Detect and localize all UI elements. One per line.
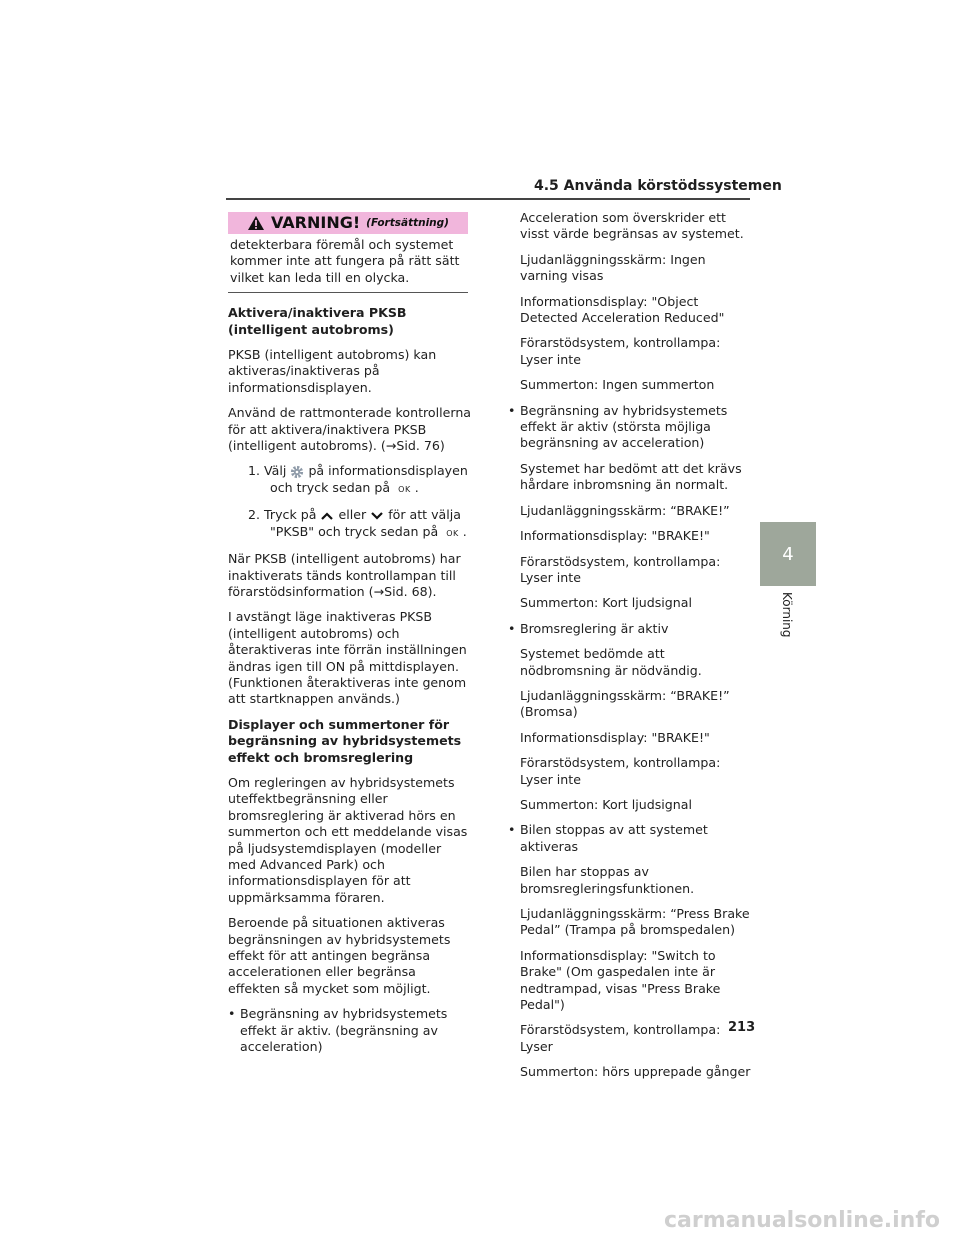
sub-line: Förarstödsystem, kontrollampa: Lyser inte <box>520 755 721 787</box>
sub-line: Informationsdisplay: "Switch to Brake" (Om gaspedalen inte är nedtrampad, visas "Press Brake Pedal") <box>520 947 721 1013</box>
paragraph: När PKSB (intelligent autobroms) har inaktiverats tänds kontrollampan till förarstödsinformation (→Sid. 68). <box>228 551 461 599</box>
sub-line: Summerton: hörs upprepade gånger <box>520 1064 751 1080</box>
warning-subtitle: (Fortsättning) <box>366 216 449 229</box>
sub-line: Ljudanläggningsskärm: “BRAKE!” <box>520 502 730 518</box>
paragraph: PKSB (intelligent autobroms) kan aktiveras/inaktiveras på informationsdisplayen. <box>228 347 437 395</box>
sub-line: Systemet har bedömt att det krävs hårdare inbromsning än normalt. <box>520 460 742 493</box>
sub-line: Förarstödsystem, kontrollampa: Lyser <box>520 1022 721 1054</box>
step-text: på informationsdisplayen och tryck sedan på <box>270 463 468 495</box>
gear-icon <box>290 465 304 479</box>
warning-triangle-icon <box>247 215 265 231</box>
paragraph: I avstängt läge inaktiveras PKSB (intelligent autobroms) och återaktiveras inte förrän inställningen ändras igen till ON på mittdisplayen. (Funktionen återaktiveras inte genom att startknappen används.) <box>228 609 467 707</box>
bullet-item: • Bilen stoppas av att systemet aktiveras <box>508 822 752 855</box>
header-rule <box>226 198 750 200</box>
warning-body: detekterbara föremål och systemet kommer inte att fungera på rätt sätt vilket kan leda till en olycka. <box>228 234 468 293</box>
step-text: . <box>414 479 419 495</box>
paragraph: Om regleringen av hybridsystemets uteffektbegränsning eller bromsreglering är aktiverad hörs en summerton och ett meddelande visas på ljudsystemdisplayen (modeller med Advanced Park) och informationsdisplayen för att uppmärksamma föraren. <box>228 774 468 905</box>
sub-line: Förarstödsystem, kontrollampa: Lyser inte <box>520 553 721 585</box>
sub-line: Bilen har stoppas av bromsregleringsfunktionen. <box>520 864 695 896</box>
step-1 <box>228 463 472 498</box>
sub-line: Förarstödsystem, kontrollampa: Lyser inte <box>520 335 721 367</box>
section-header: 4.5 Använda körstödssystemen <box>534 178 782 194</box>
sub-line: Acceleration som överskrider ett visst värde begränsas av systemet. <box>520 210 744 242</box>
watermark: carmanualsonline.info <box>664 1208 940 1233</box>
sub-line: Informationsdisplay: "Object Detected Acceleration Reduced" <box>520 293 725 326</box>
page-number: 213 <box>728 1020 756 1035</box>
chapter-number: 4 <box>782 544 794 565</box>
warning-title: VARNING! <box>271 212 361 232</box>
step-text: . <box>462 523 467 539</box>
sub-line: Informationsdisplay: "BRAKE!" <box>520 528 710 544</box>
step-number: 1. <box>248 463 261 479</box>
step-2 <box>228 507 472 542</box>
bullet-item: • Begränsning av hybridsystemets effekt är aktiv (största möjliga begränsning av acceleration) <box>508 403 752 452</box>
chevron-down-icon <box>370 511 384 521</box>
step-number: 2. <box>248 507 261 523</box>
bullet-item: • Bromsreglering är aktiv <box>508 621 752 637</box>
heading-displays: Displayer och summertoner för begränsning av hybridsystemets effekt och bromsreglering <box>228 716 462 765</box>
step-text: Tryck på <box>264 507 317 523</box>
sub-line: Summerton: Kort ljudsignal <box>520 595 692 611</box>
right-column <box>508 210 752 1090</box>
warning-header <box>228 212 468 234</box>
sub-line: Ljudanläggningsskärm: “BRAKE!” (Bromsa) <box>520 687 730 720</box>
paragraph: Använd de rattmonterade kontrollerna för att aktivera/inaktivera PKSB (intelligent autobroms). (→Sid. 76) <box>228 405 472 454</box>
chapter-label: Körning <box>780 592 794 638</box>
ok-button-icon: OK <box>398 484 411 494</box>
sub-line: Ljudanläggningsskärm: Ingen varning visas <box>520 251 706 284</box>
chevron-up-icon <box>320 511 334 521</box>
left-column <box>228 212 472 1064</box>
step-text: för att välja "PKSB" och tryck sedan på <box>270 507 461 539</box>
sub-line: Systemet bedömde att nödbromsning är nödvändig. <box>520 646 702 678</box>
ok-button-icon: OK <box>446 528 459 538</box>
warning-box <box>228 212 468 293</box>
bullet-item: • Begränsning av hybridsystemets effekt är aktiv. (begränsning av acceleration) <box>228 1006 472 1055</box>
sub-line: Ljudanläggningsskärm: “Press Brake Pedal” (Trampa på bromspedalen) <box>520 906 750 938</box>
sub-line: Summerton: Kort ljudsignal <box>520 796 692 812</box>
sub-line: Informationsdisplay: "BRAKE!" <box>520 729 710 745</box>
heading-activate: Aktivera/inaktivera PKSB (intelligent autobroms) <box>228 305 407 337</box>
step-text: Välj <box>264 463 287 479</box>
paragraph: Beroende på situationen aktiveras begränsningen av hybridsystemets effekt för att antingen begränsa accelerationen eller begränsa effekten så mycket som möjligt. <box>228 915 451 996</box>
sub-line: Summerton: Ingen summerton <box>520 377 715 393</box>
step-text: eller <box>338 507 367 523</box>
